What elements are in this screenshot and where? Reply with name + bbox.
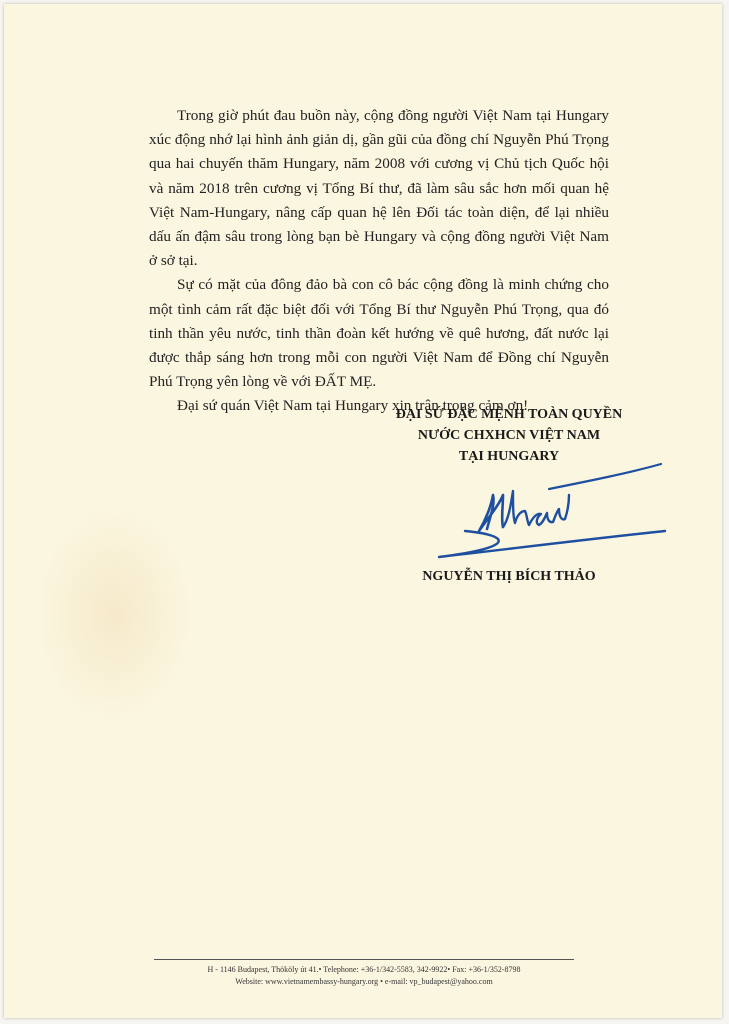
footer-website: Website: www.vietnamembassy-hungary.org • e-mail: vp_budapest@yahoo.com	[235, 977, 493, 986]
letter-page	[4, 4, 722, 1018]
signature-title-line-1: ĐẠI SỨ ĐẶC MỆNH TOÀN QUYỀN	[395, 407, 623, 422]
paragraph-1: Trong giờ phút đau buồn này, cộng đồng người Việt Nam tại Hungary xúc động nhớ lại hình ảnh giản dị, gần gũi của đồng chí Nguyễn Phú Trọng qua hai chuyến thăm Hungary, năm 2008 với cương vị Chủ tịch Quốc hội và năm 2018 trên cương vị Tổng Bí thư, đã làm sâu sắc hơn mối quan hệ Việt Nam-Hungary, nâng cấp quan hệ lên Đối tác toàn diện, để lại nhiều dấu ấn đậm sâu trong lòng bạn bè Hungary và cộng đồng người Việt Nam ở sở tại.	[149, 107, 609, 270]
signature-letter-n	[479, 495, 503, 531]
letter-body	[149, 104, 609, 419]
signature-upper-stroke	[549, 464, 661, 489]
signature-lower-stroke	[439, 531, 665, 557]
handwritten-signature	[429, 459, 669, 569]
paragraph-2: Sự có mặt của đông đảo bà con cô bác cộng đồng là minh chứng cho một tình cảm rất đặc biệt đối với Tổng Bí thư Nguyễn Phú Trọng, qua đó tinh thần yêu nước, tinh thần đoàn kết hướng về quê hương, đất nước lại được thắp sáng hơn trong mỗi con người Việt Nam để Đồng chí Nguyễn Phú Trọng yên lòng về với ĐẤT MẸ.	[149, 276, 609, 391]
signature-title-block	[359, 404, 659, 467]
signature-letters-hau	[503, 491, 569, 527]
signature-title-line-3: TẠI HUNGARY	[458, 449, 560, 464]
signer-name: NGUYỄN THỊ BÍCH THẢO	[422, 569, 596, 584]
footer-address: H - 1146 Budapest, Thököly út 41.• Telephone: +36-1/342-5583, 342-9922• Fax: +36-1/352-8798	[207, 965, 521, 974]
paragraph-3: Đại sứ quán Việt Nam tại Hungary xin trân trọng cảm ơn!	[177, 397, 529, 415]
letterhead-footer	[154, 959, 574, 988]
signature-title-line-2: NƯỚC CHXHCN VIỆT NAM	[417, 428, 601, 443]
